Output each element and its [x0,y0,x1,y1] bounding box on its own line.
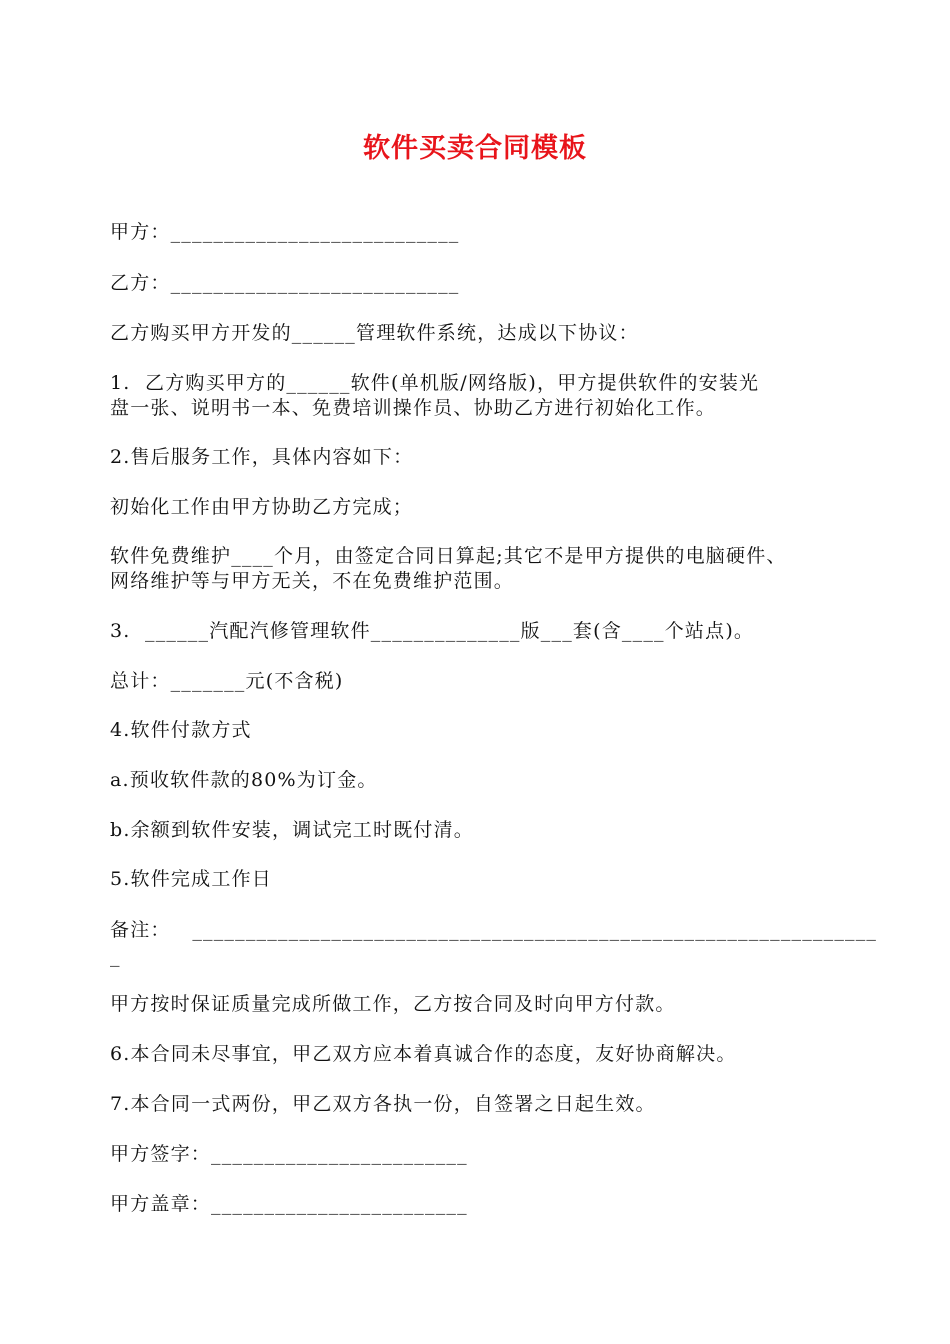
clause-4-item-b: b.余额到软件安装，调试完工时既付清。 [110,819,475,841]
clause-1-line-1: 1. 乙方购买甲方的______软件(单机版/网络版)，甲方提供软件的安装光 [110,372,760,394]
party-a-seal-line: 甲方盖章：________________________ [110,1193,468,1215]
remarks-line: 备注： ________________________________________________________________ [110,919,878,941]
total-line: 总计：_______元(不含税) [110,670,344,692]
intro-paragraph: 乙方购买甲方开发的______管理软件系统，达成以下协议： [110,322,639,344]
clause-2-item-init: 初始化工作由甲方协助乙方完成； [110,496,414,518]
party-b-line: 乙方：___________________________ [110,272,460,294]
clause-7-line: 7.本合同一式两份，甲乙双方各执一份，自签署之日起生效。 [110,1093,656,1115]
clause-6-line: 6.本合同未尽事宜，甲乙双方应本着真诚合作的态度，友好协商解决。 [110,1043,737,1065]
clause-4-item-a: a.预收软件款的80%为订金。 [110,769,378,791]
clause-4-heading: 4.软件付款方式 [110,719,252,741]
clause-3-line: 3. ______汽配汽修管理软件______________版___套(含____个站点)。 [110,620,755,642]
party-a-line: 甲方：___________________________ [110,221,460,243]
clause-1-line-2: 盘一张、说明书一本、免费培训操作员、协助乙方进行初始化工作。 [110,397,717,419]
remarks-line-overflow: _ [110,945,121,967]
clause-2-maintenance-line-1: 软件免费维护____个月，由签定合同日算起;其它不是甲方提供的电脑硬件、 [110,545,787,567]
clause-2-maintenance-line-2: 网络维护等与甲方无关，不在免费维护范围。 [110,570,515,592]
clause-5-heading: 5.软件完成工作日 [110,868,272,890]
clause-2-heading: 2.售后服务工作，具体内容如下： [110,446,414,468]
document-title: 软件买卖合同模板 [363,133,587,164]
payment-statement: 甲方按时保证质量完成所做工作，乙方按合同及时向甲方付款。 [110,993,676,1015]
party-a-signature-line: 甲方签字：________________________ [110,1143,468,1165]
